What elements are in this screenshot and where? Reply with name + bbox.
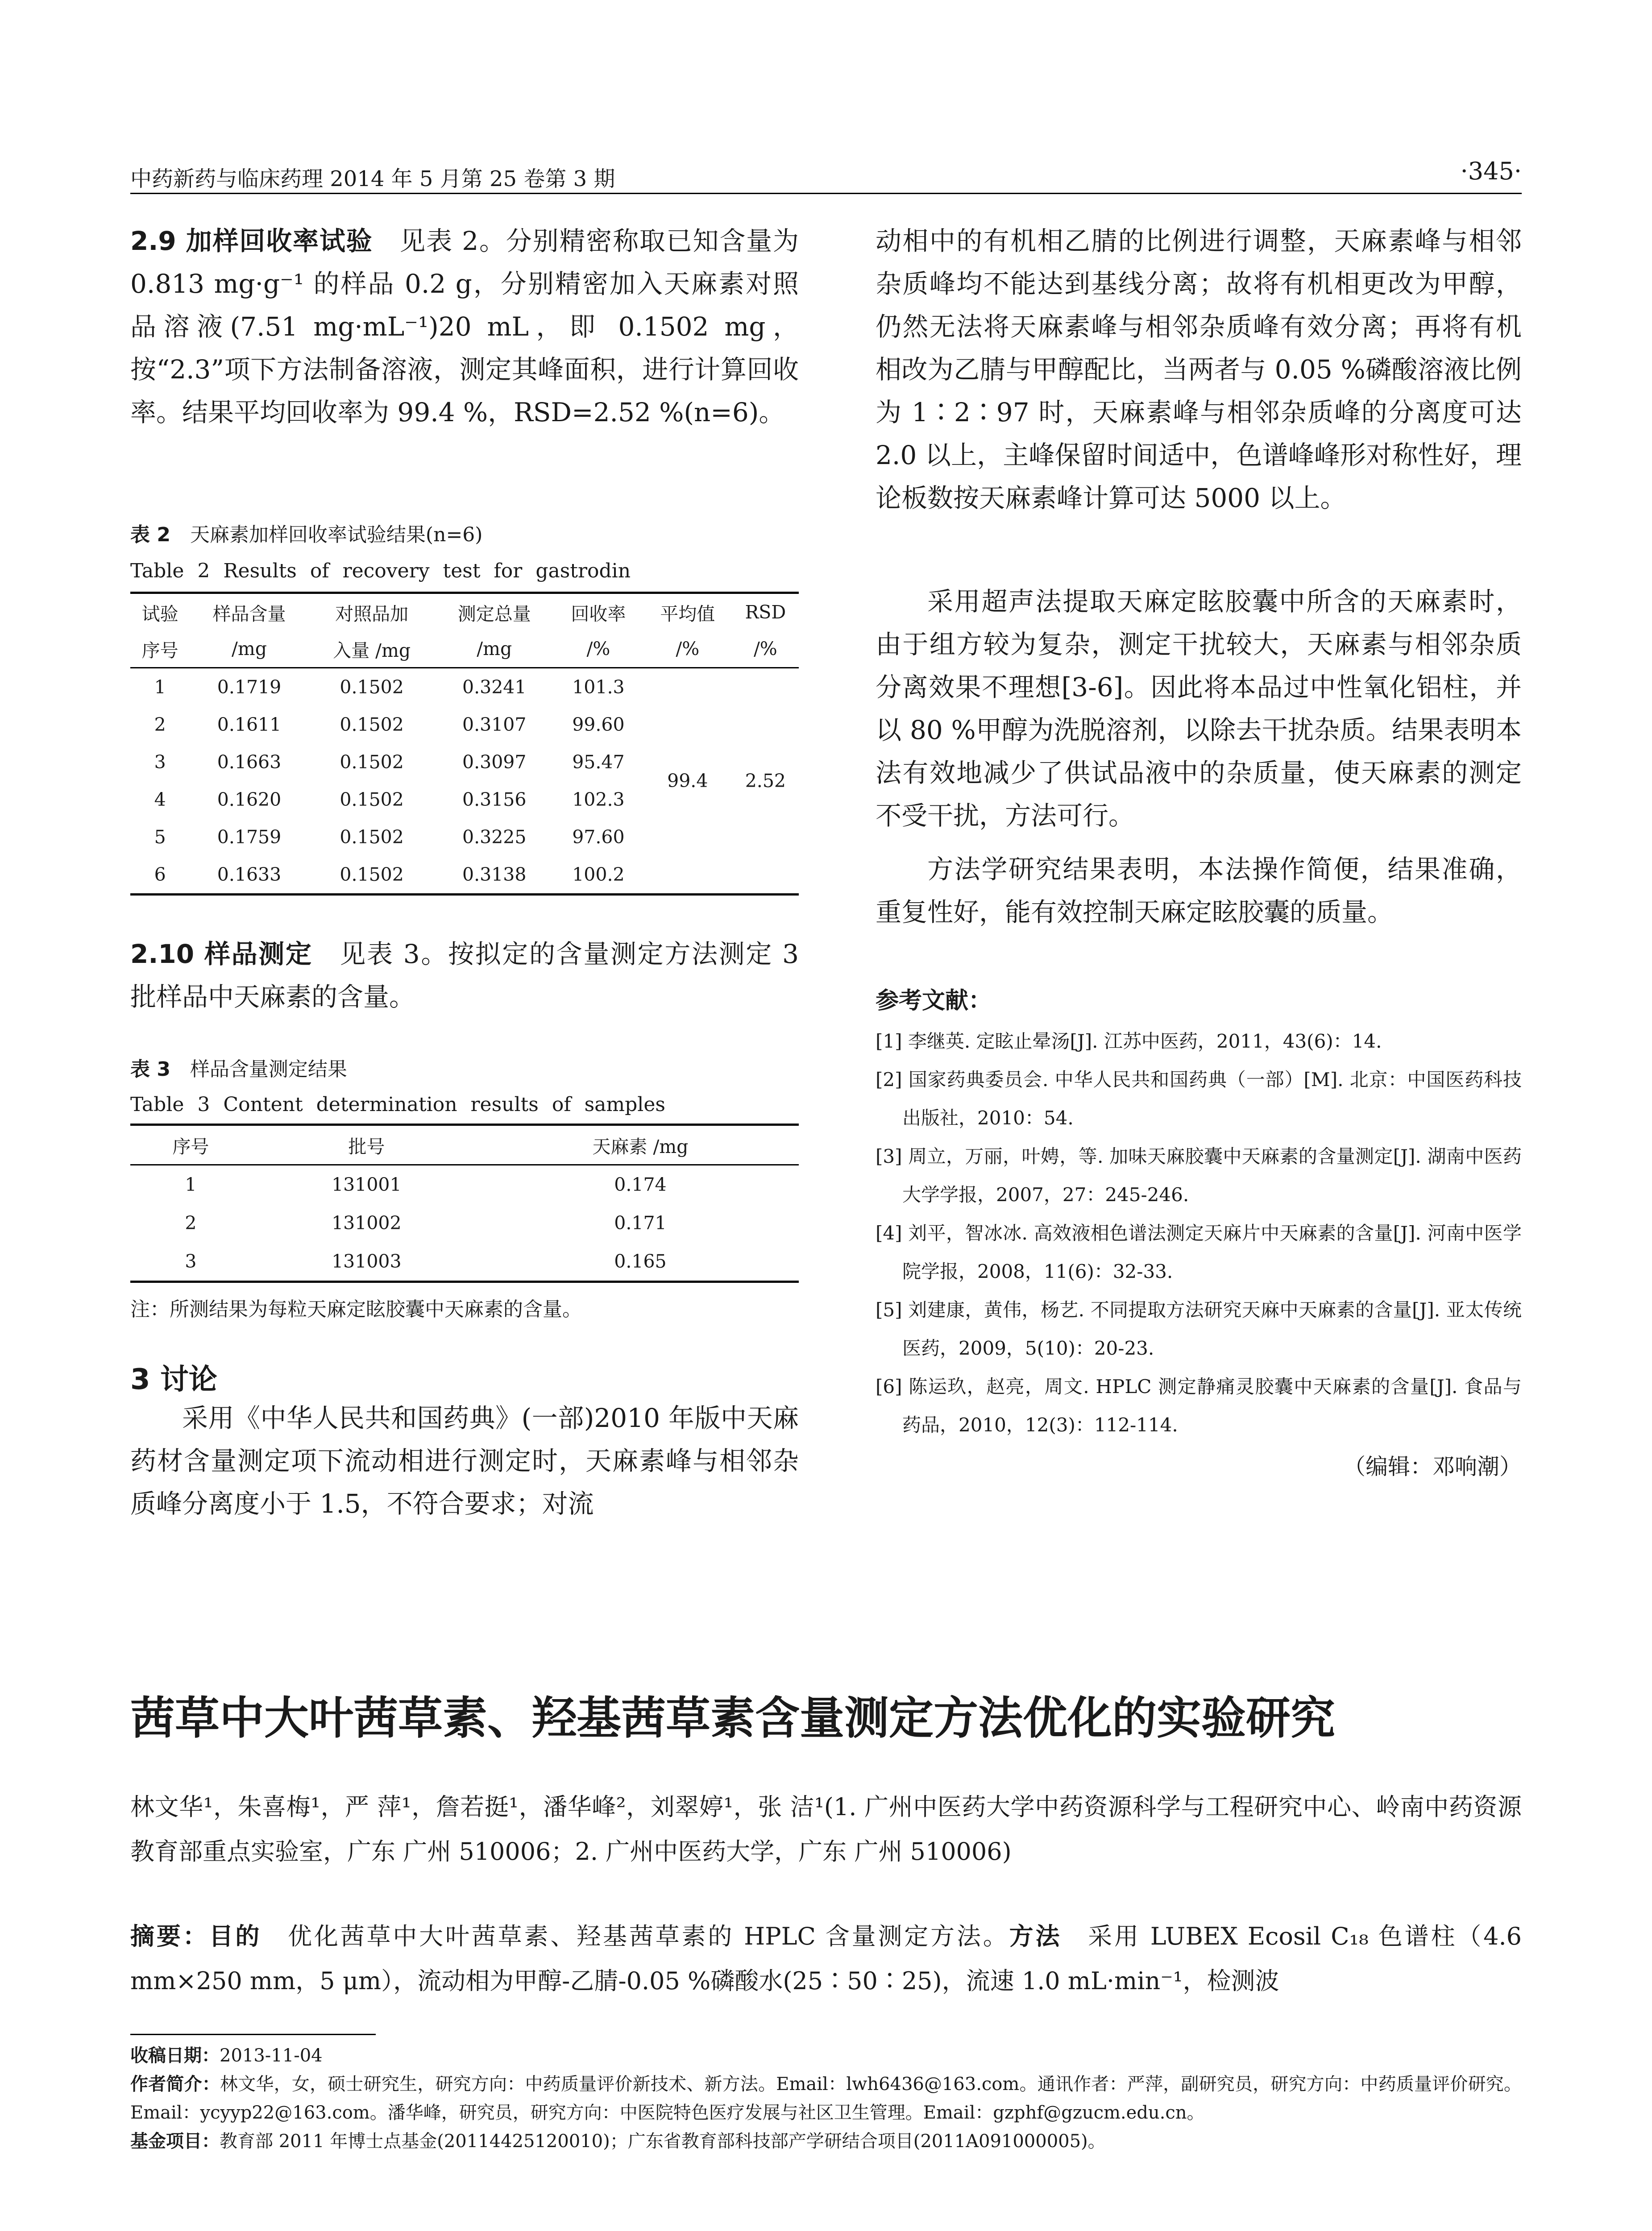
footnote-text: 教育部 2011 年博士点基金(20114425120010)；广东省教育部科技部产学研结合项目(2011A091000005)。 bbox=[220, 2131, 1106, 2152]
reference-item: [4] 刘平，智冰冰. 高效液相色谱法测定天麻片中天麻素的含量[J]. 河南中医学院学报，2008，11(6)：32-33. bbox=[876, 1222, 1522, 1282]
editor-credit: （编辑：邓响潮） bbox=[1343, 1454, 1522, 1480]
article2-abstract bbox=[130, 1914, 1522, 2003]
table-cell: 97.60 bbox=[572, 826, 625, 848]
article2-title: 茜草中大叶茜草素、羟基茜草素含量测定方法优化的实验研究 bbox=[130, 1692, 1335, 1744]
table3-title: 样品含量测定结果 bbox=[190, 1058, 347, 1081]
table2-mean: 99.4 bbox=[667, 770, 708, 792]
table-row bbox=[130, 1165, 799, 1204]
table-cell: 5 bbox=[154, 826, 166, 848]
journal-name: 中药新药与临床药理 2014 年 5 月第 25 卷第 3 期 bbox=[130, 166, 615, 191]
table-cell: 0.1502 bbox=[340, 676, 404, 698]
table-cell: 99.60 bbox=[572, 714, 625, 735]
section-2-10 bbox=[130, 933, 799, 1018]
table2-caption bbox=[130, 518, 482, 547]
table-cell: 0.1663 bbox=[217, 751, 282, 773]
table-cell: 1 bbox=[185, 1174, 197, 1195]
section-2-9 bbox=[130, 220, 799, 434]
table2-rsd: 2.52 bbox=[745, 770, 786, 792]
abstract-method: 采用 LUBEX Ecosil C₁₈ 色谱柱（4.6 mm×250 mm，5 μm），流动相为甲醇-乙腈-0.05 %磷酸水(25∶50∶25)，流速 1.0 mL·min⁻¹，检测波 bbox=[130, 1922, 1522, 1995]
running-header bbox=[130, 157, 1522, 193]
table2-header: /mg bbox=[232, 638, 267, 659]
table3-header: 天麻素 /mg bbox=[592, 1136, 689, 1157]
reference-item: [1] 李继英. 定眩止晕汤[J]. 江苏中医药，2011，43(6)：14. bbox=[876, 1030, 1382, 1052]
section-2-9-text: 见表 2。分别精密称取已知含量为 0.813 mg·g⁻¹ 的样品 0.2 g，分别精密加入天麻素对照品溶液(7.51 mg·mL⁻¹)20 mL，即 0.1502 mg，按“2.3”项下方法制备溶液，测定其峰面积，进行计算回收率。结果平均回收率为 99.4 %，RSD=2.52 %(n=6)。 bbox=[130, 226, 799, 427]
reference-item: [3] 周立，万丽，叶娉，等. 加味天麻胶囊中天麻素的含量测定[J]. 湖南中医药大学学报，2007，27：245-246. bbox=[876, 1145, 1522, 1206]
table3 bbox=[130, 1124, 799, 1283]
table2 bbox=[130, 592, 799, 896]
footnote-received bbox=[130, 2041, 1522, 2070]
reference-item: [6] 陈运玖，赵亮，周文. HPLC 测定静痛灵胶囊中天麻素的含量[J]. 食品与药品，2010，12(3)：112-114. bbox=[876, 1376, 1522, 1436]
table-cell: 0.1502 bbox=[340, 864, 404, 885]
header-rule bbox=[130, 193, 1522, 194]
table-cell: 3 bbox=[185, 1251, 197, 1272]
table-cell: 4 bbox=[154, 789, 166, 810]
table3-caption-en: Table 3 Content determination results of samples bbox=[130, 1093, 665, 1116]
footnote-fund bbox=[130, 2127, 1522, 2156]
table-cell: 0.1759 bbox=[217, 826, 282, 848]
table2-header: /% bbox=[753, 638, 777, 659]
table-cell: 131003 bbox=[332, 1251, 402, 1272]
section-2-9-heading: 2.9 加样回收率试验 bbox=[130, 226, 373, 256]
section-2-10-text: 见表 3。按拟定的含量测定方法测定 3 批样品中天麻素的含量。 bbox=[130, 939, 799, 1012]
table-cell: 0.3097 bbox=[462, 751, 527, 773]
table-row bbox=[130, 1204, 799, 1242]
table-cell: 0.1620 bbox=[217, 789, 282, 810]
table-cell: 0.3241 bbox=[462, 676, 527, 698]
discussion-p1-left: 采用《中华人民共和国药典》(一部)2010 年版中天麻药材含量测定项下流动相进行测定时，天麻素峰与相邻杂质峰分离度小于 1.5，不符合要求；对流 bbox=[130, 1403, 799, 1519]
table-cell: 95.47 bbox=[572, 751, 625, 773]
table2-header: 平均值 bbox=[660, 603, 715, 625]
table2-header: 序号 bbox=[141, 639, 178, 661]
table2-header: 回收率 bbox=[571, 603, 626, 625]
table2-header: 样品含量 bbox=[212, 603, 286, 625]
footnote-label: 作者简介： bbox=[130, 2074, 220, 2094]
references bbox=[876, 982, 1522, 1481]
table-cell: 131002 bbox=[332, 1212, 402, 1234]
footnote-text: 2013-11-04 bbox=[220, 2045, 323, 2066]
table-cell: 0.3138 bbox=[462, 864, 527, 885]
table-cell: 2 bbox=[154, 714, 166, 735]
footnotes bbox=[130, 2041, 1522, 2156]
table-cell: 1 bbox=[154, 676, 166, 698]
table2-header: 对照品加 bbox=[335, 603, 409, 625]
table-cell: 3 bbox=[154, 751, 166, 773]
table3-header-row bbox=[130, 1125, 799, 1165]
table-cell: 0.1502 bbox=[340, 714, 404, 735]
table-cell: 0.3107 bbox=[462, 714, 527, 735]
reference-item: [2] 国家药典委员会. 中华人民共和国药典（一部）[M]. 北京：中国医药科技出版社，2010：54. bbox=[876, 1069, 1522, 1129]
table-cell: 0.3156 bbox=[462, 789, 527, 810]
table-row bbox=[130, 1242, 799, 1282]
abstract-objective: 优化茜草中大叶茜草素、羟基茜草素的 HPLC 含量测定方法。 bbox=[288, 1922, 1009, 1950]
reference-list bbox=[876, 1022, 1522, 1444]
table-cell: 2 bbox=[185, 1212, 197, 1234]
table2-header-row-2 bbox=[130, 630, 799, 668]
article2-authors: 林文华¹，朱喜梅¹，严 萍¹，詹若挺¹，潘华峰²，刘翠婷¹，张 洁¹(1. 广州中医药大学中药资源科学与工程研究中心、岭南中药资源教育部重点实验室，广东 广州 510006；2. 广州中医药大学，广东 广州 510006) bbox=[130, 1793, 1522, 1866]
table2-header-row-1 bbox=[130, 593, 799, 631]
table-cell: 0.174 bbox=[614, 1174, 667, 1195]
table2-header: /mg bbox=[477, 638, 512, 659]
table-cell: 102.3 bbox=[572, 789, 625, 810]
table-cell: 131001 bbox=[332, 1174, 402, 1195]
table-cell: 101.3 bbox=[572, 676, 625, 698]
table-cell: 0.165 bbox=[614, 1251, 667, 1272]
footnote-rule bbox=[130, 2034, 376, 2035]
section-3-heading: 3 讨论 bbox=[130, 1363, 217, 1396]
table-cell: 0.1611 bbox=[217, 714, 282, 735]
footnote-author bbox=[130, 2070, 1522, 2127]
references-title: 参考文献： bbox=[876, 987, 992, 1014]
table-cell: 0.1502 bbox=[340, 789, 404, 810]
method-label: 方法 bbox=[1009, 1922, 1062, 1950]
table3-label: 表 3 bbox=[130, 1058, 170, 1081]
table3-caption bbox=[130, 1053, 347, 1082]
table2-header: 入量 /mg bbox=[333, 639, 411, 661]
table2-header: RSD bbox=[745, 601, 786, 623]
table3-note: 注：所测结果为每粒天麻定眩胶囊中天麻素的含量。 bbox=[130, 1298, 582, 1321]
discussion-p2: 采用超声法提取天麻定眩胶囊中所含的天麻素时，由于组方较为复杂，测定干扰较大，天麻素与相邻杂质分离效果不理想[3-6]。因此将本品过中性氧化铝柱，并以 80 %甲醇为洗脱溶剂，以除去干扰杂质。结果表明本法有效地减少了供试品液中的杂质量，使天麻素的测定不受干扰，方法可行。 bbox=[876, 586, 1522, 831]
discussion-p3: 方法学研究结果表明，本法操作简便，结果准确，重复性好，能有效控制天麻定眩胶囊的质量。 bbox=[876, 854, 1522, 927]
table2-header: 试验 bbox=[141, 603, 178, 625]
table-cell: 0.1502 bbox=[340, 751, 404, 773]
table3-header: 序号 bbox=[172, 1136, 209, 1157]
table2-caption-en: Table 2 Results of recovery test for gastrodin bbox=[130, 560, 631, 582]
table3-header: 批号 bbox=[348, 1136, 385, 1157]
table-cell: 6 bbox=[154, 864, 166, 885]
discussion-p1-right: 动相中的有机相乙腈的比例进行调整，天麻素峰与相邻杂质峰均不能达到基线分离；故将有机相更改为甲醇，仍然无法将天麻素峰与相邻杂质峰有效分离；再将有机相改为乙腈与甲醇配比，当两者与 0.05 %磷酸溶液比例为 1∶2∶97 时，天麻素峰与相邻杂质峰的分离度可达 2.0 以上，主峰保留时间适中，色谱峰峰形对称性好，理论板数按天麻素峰计算可达 5000 以上。 bbox=[876, 226, 1522, 513]
table2-header: /% bbox=[586, 638, 610, 659]
footnote-label: 收稿日期： bbox=[130, 2045, 220, 2066]
table-cell: 0.1633 bbox=[217, 864, 282, 885]
table-row bbox=[130, 668, 799, 706]
table-cell: 0.1719 bbox=[217, 676, 282, 698]
table-cell: 0.171 bbox=[614, 1212, 667, 1234]
footnote-text: 林文华，女，硕士研究生，研究方向：中药质量评价新技术、新方法。Email：lwh6436@163.com。通讯作者：严萍，副研究员，研究方向：中药质量评价研究。Email：ycyyp22@163.com。潘华峰，研究员，研究方向：中医院特色医疗发展与社区卫生管理。Email：gzphf@gzucm.edu.cn。 bbox=[130, 2074, 1522, 2123]
footnote-label: 基金项目： bbox=[130, 2131, 220, 2152]
table2-header: 测定总量 bbox=[457, 603, 531, 625]
table-cell: 0.1502 bbox=[340, 826, 404, 848]
table-cell: 100.2 bbox=[572, 864, 625, 885]
reference-item: [5] 刘建康，黄伟，杨艺. 不同提取方法研究天麻中天麻素的含量[J]. 亚太传统医药，2009，5(10)：20-23. bbox=[876, 1299, 1522, 1359]
table2-title: 天麻素加样回收率试验结果(n=6) bbox=[190, 523, 483, 546]
abstract-label: 摘要：目的 bbox=[130, 1922, 262, 1950]
table2-header: /% bbox=[676, 638, 700, 659]
table-cell: 0.3225 bbox=[462, 826, 527, 848]
section-2-10-heading: 2.10 样品测定 bbox=[130, 939, 313, 969]
table2-label: 表 2 bbox=[130, 523, 170, 546]
page-number: ·345· bbox=[1460, 157, 1522, 185]
